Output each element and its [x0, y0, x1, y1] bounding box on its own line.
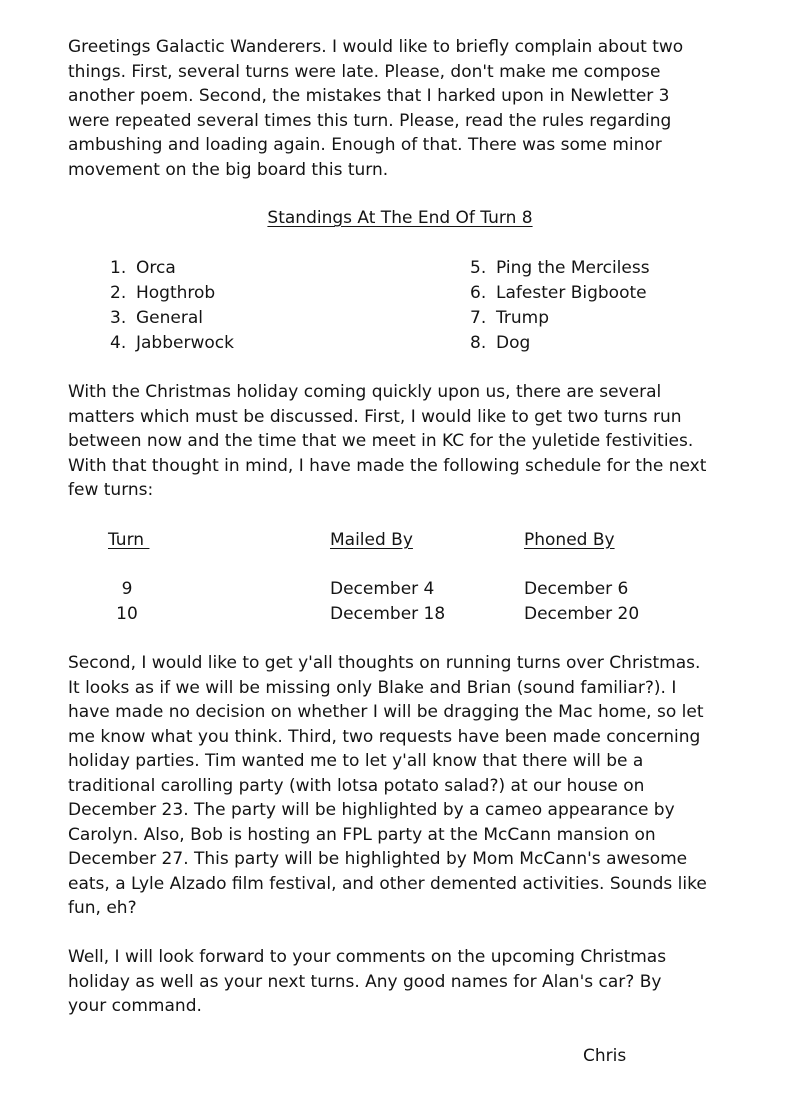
schedule-mailed-cell: December 4 — [330, 579, 435, 599]
standings-item — [110, 306, 234, 331]
schedule-turn-cell: 10 — [116, 604, 138, 624]
standings-rank: 1. — [110, 258, 127, 278]
holiday-line: few turns: — [68, 480, 154, 500]
standings-rank: 8. — [470, 333, 487, 353]
christmas-plans-line: Carolyn. Also, Bob is hosting an FPL party at the McCann mansion on — [68, 824, 656, 845]
standings-list-right — [470, 256, 650, 356]
christmas-plans-line: December 27. This party will be highlighted by Mom McCann's awesome — [68, 849, 688, 869]
standings-rank: 6. — [470, 283, 487, 303]
closing-line: your command. — [68, 996, 202, 1016]
christmas-plans-line: have made no decision on whether I will be dragging the Mac home, so let — [68, 702, 704, 722]
intro-line: were repeated several times this turn. Please, read the rules regarding — [68, 110, 672, 131]
christmas-plans-line: traditional carolling party (with lotsa potato salad?) at our house on — [68, 775, 645, 796]
standings-list-left — [110, 256, 234, 356]
schedule-header-mailed-by: Mailed By — [330, 530, 413, 550]
closing-line: holiday as well as your next turns. Any good names for Alan's car? By — [68, 971, 662, 992]
signature: Chris — [583, 1046, 627, 1066]
standings-item — [110, 331, 234, 356]
holiday-paragraph — [68, 380, 724, 503]
christmas-plans-line: me know what you think. Third, two requests have been made concerning — [68, 726, 701, 747]
standings-player: General — [136, 308, 203, 328]
schedule-mailed-cell: December 18 — [330, 604, 446, 624]
standings-heading-text: Standings At The End Of Turn 8 — [267, 208, 533, 228]
standings-player: Dog — [496, 333, 531, 353]
christmas-plans-line: It looks as if we will be missing only Blake and Brian (sound familiar?). I — [68, 677, 677, 698]
standings-item — [470, 256, 650, 281]
intro-line: movement on the big board this turn. — [68, 159, 389, 180]
standings-item — [470, 306, 650, 331]
christmas-plans-line: eats, a Lyle Alzado film festival, and other demented activities. Sounds like — [68, 873, 707, 894]
schedule-turn-cell: 9 — [121, 579, 133, 599]
holiday-line: between now and the time that we meet in KC for the yuletide festivities. — [68, 431, 694, 451]
schedule-header-phoned-by: Phoned By — [524, 530, 615, 550]
standings-player: Orca — [136, 258, 176, 278]
standings-item — [110, 281, 234, 306]
holiday-line: With that thought in mind, I have made the following schedule for the next — [68, 455, 707, 476]
closing-paragraph — [68, 945, 724, 1019]
standings-player: Hogthrob — [136, 283, 216, 303]
standings-player: Jabberwock — [136, 333, 234, 353]
schedule-phoned-cell: December 6 — [524, 579, 629, 599]
intro-line: ambushing and loading again. Enough of that. There was some minor — [68, 135, 662, 155]
holiday-line: With the Christmas holiday coming quickly upon us, there are several — [68, 382, 662, 402]
schedule-header-turn: Turn — [108, 530, 150, 550]
intro-line: things. First, several turns were late. Please, don't make me compose — [68, 61, 661, 82]
standings-rank: 7. — [470, 308, 487, 328]
intro-line: Greetings Galactic Wanderers. I would like to briefly complain about two — [68, 37, 684, 57]
christmas-plans-line: Second, I would like to get y'all thoughts on running turns over Christmas. — [68, 653, 701, 673]
christmas-plans-paragraph — [68, 651, 724, 921]
closing-line: Well, I will look forward to your comments on the upcoming Christmas — [68, 947, 667, 967]
christmas-plans-line: December 23. The party will be highlighted by a cameo appearance by — [68, 800, 675, 820]
standings-item — [470, 331, 650, 356]
standings-player: Lafester Bigboote — [496, 283, 647, 303]
standings-rank: 4. — [110, 333, 127, 353]
standings-rank: 3. — [110, 308, 127, 328]
intro-line: another poem. Second, the mistakes that I harked upon in Newletter 3 — [68, 86, 670, 106]
holiday-line: matters which must be discussed. First, I would like to get two turns run — [68, 406, 682, 427]
schedule-phoned-cell: December 20 — [524, 604, 640, 624]
standings-player: Ping the Merciless — [496, 258, 650, 278]
schedule-row — [0, 577, 800, 601]
schedule-row — [0, 602, 800, 626]
intro-paragraph — [68, 35, 724, 182]
christmas-plans-line: holiday parties. Tim wanted me to let y'all know that there will be a — [68, 751, 644, 771]
standings-item — [470, 281, 650, 306]
standings-rank: 5. — [470, 258, 487, 278]
standings-player: Trump — [496, 308, 550, 328]
standings-heading — [0, 206, 800, 230]
standings-item — [110, 256, 234, 281]
christmas-plans-line: fun, eh? — [68, 898, 137, 918]
standings-rank: 2. — [110, 283, 127, 303]
